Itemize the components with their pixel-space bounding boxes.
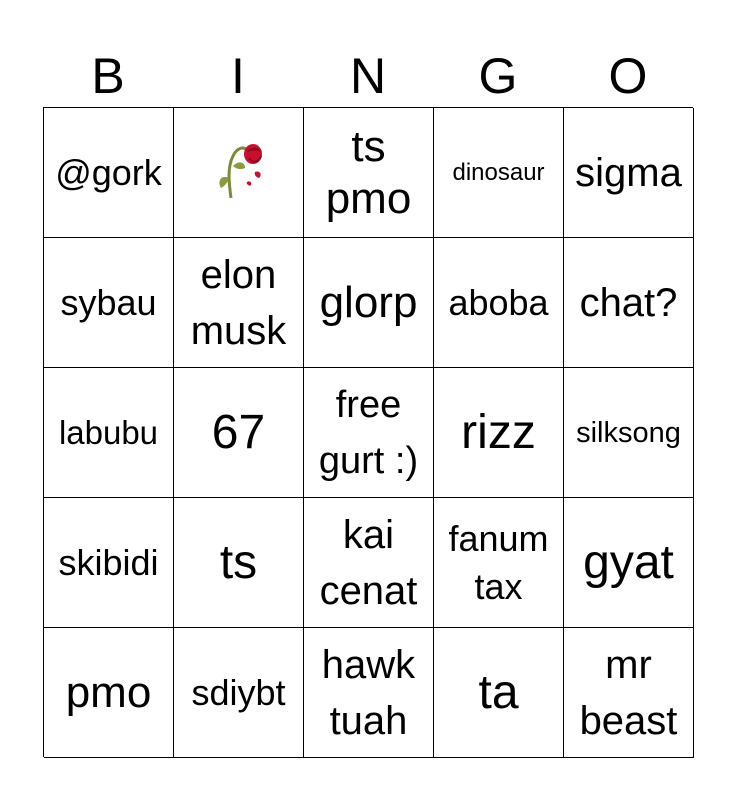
bingo-cell[interactable] xyxy=(174,628,304,758)
bingo-cell[interactable] xyxy=(564,628,694,758)
header-letter-n: N xyxy=(349,48,387,104)
cell-label: elon musk xyxy=(190,252,287,353)
header-letter-g: G xyxy=(478,48,518,104)
cell-label: ts pmo xyxy=(325,121,412,223)
cell-label: dinosaur xyxy=(452,158,545,186)
bingo-cell[interactable] xyxy=(174,498,304,628)
cell-label: sdiybt xyxy=(191,671,286,713)
bingo-cell[interactable] xyxy=(44,238,174,368)
cell-label: aboba xyxy=(448,281,549,323)
cell-label: silksong xyxy=(576,416,681,449)
cell-label: chat? xyxy=(579,280,678,325)
cell-label: gyat xyxy=(583,535,674,589)
bingo-cell[interactable] xyxy=(174,368,304,498)
bingo-board xyxy=(43,107,693,757)
bingo-cell[interactable] xyxy=(44,628,174,758)
cell-label: free gurt :) xyxy=(318,383,419,482)
header-letter-i: I xyxy=(231,48,245,104)
cell-label: mr beast xyxy=(579,642,678,743)
bingo-cell[interactable] xyxy=(304,108,434,238)
bingo-cell[interactable] xyxy=(304,368,434,498)
wilted-rose-icon xyxy=(209,138,269,208)
cell-label: skibidi xyxy=(58,541,159,583)
bingo-cell[interactable] xyxy=(564,238,694,368)
bingo-cell[interactable] xyxy=(44,108,174,238)
bingo-cell[interactable] xyxy=(434,628,564,758)
bingo-cell[interactable] xyxy=(564,368,694,498)
bingo-cell[interactable] xyxy=(304,628,434,758)
bingo-cell[interactable] xyxy=(304,238,434,368)
cell-label: kai cenat xyxy=(319,512,418,613)
bingo-cell[interactable] xyxy=(174,238,304,368)
bingo-cell[interactable] xyxy=(434,498,564,628)
bingo-header xyxy=(43,46,693,106)
cell-label: sybau xyxy=(60,281,157,323)
cell-label: hawk tuah xyxy=(321,642,416,743)
cell-label: 67 xyxy=(211,405,266,459)
cell-label: sigma xyxy=(575,150,682,195)
cell-label: fanum tax xyxy=(448,517,549,607)
bingo-cell[interactable] xyxy=(564,498,694,628)
bingo-cell[interactable] xyxy=(434,368,564,498)
bingo-cell[interactable] xyxy=(434,108,564,238)
cell-label: ta xyxy=(478,665,519,719)
bingo-cell[interactable] xyxy=(434,238,564,368)
header-letter-b: B xyxy=(91,48,125,104)
cell-label: ts xyxy=(219,535,258,589)
cell-label: rizz xyxy=(461,405,536,459)
bingo-cell[interactable] xyxy=(44,498,174,628)
bingo-cell[interactable] xyxy=(304,498,434,628)
bingo-cell[interactable] xyxy=(44,368,174,498)
cell-label: labubu xyxy=(58,413,159,451)
bingo-cell[interactable] xyxy=(564,108,694,238)
cell-label: glorp xyxy=(319,277,418,327)
bingo-cell[interactable] xyxy=(174,108,304,238)
header-letter-o: O xyxy=(608,48,648,104)
cell-label: pmo xyxy=(65,667,152,717)
cell-label: @gork xyxy=(55,151,162,193)
